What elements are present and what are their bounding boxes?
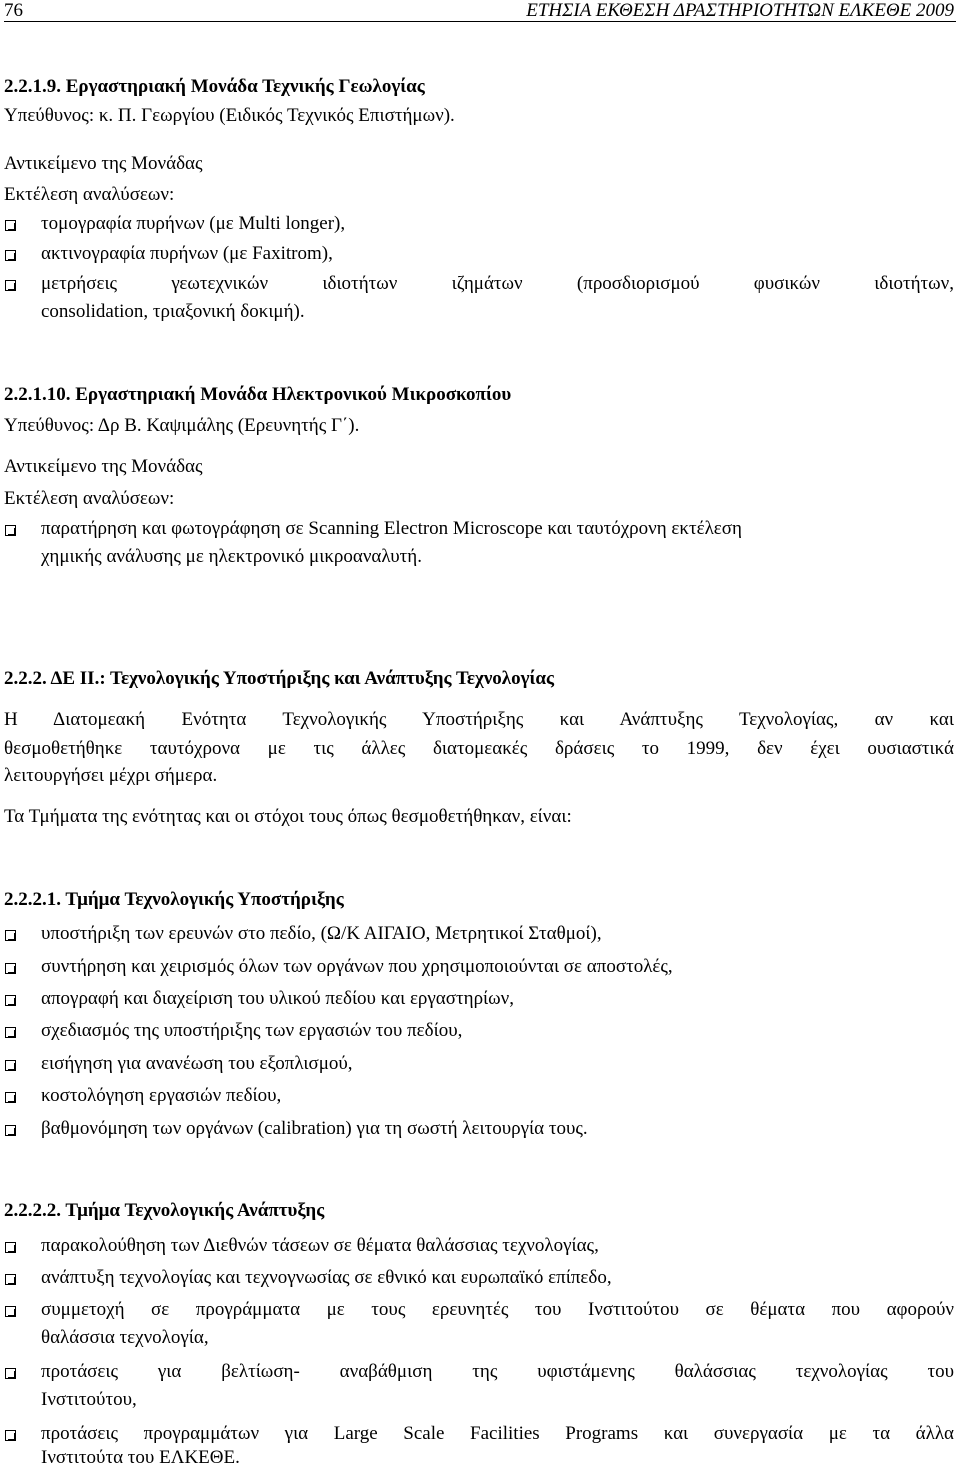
- list-item-continuation: Ινστιτούτου,: [41, 1389, 137, 1410]
- list-item: υποστήριξη των ερευνών στο πεδίο, (Ω/Κ ΑΙΓΑΙΟ, Μετρητικοί Σταθμοί),: [41, 923, 602, 944]
- section-heading-de2: 2.2.2. ΔΕ ΙΙ.: Τεχνολογικής Υποστήριξης και Ανάπτυξης Τεχνολογίας: [4, 668, 555, 689]
- checkbox-bullet-icon: [5, 280, 16, 291]
- list-item: ανάπτυξη τεχνολογίας και τεχνογνωσίας σε εθνικό και ευρωπαϊκό επίπεδο,: [41, 1267, 612, 1288]
- checkbox-bullet-icon: [5, 250, 16, 261]
- object-title-microscope: Αντικείμενο της Μονάδας: [4, 456, 203, 477]
- header-rule: [4, 21, 956, 22]
- running-title: ΕΤΗΣΙΑ ΕΚΘΕΣΗ ΔΡΑΣΤΗΡΙΟΤΗΤΩΝ ΕΛΚΕΘΕ 2009: [526, 0, 954, 21]
- responsible-microscope: Υπεύθυνος: Δρ Β. Καψιμάλης (Ερευνητής Γ΄).: [4, 415, 360, 436]
- checkbox-bullet-icon: [5, 930, 16, 941]
- checkbox-bullet-icon: [5, 1274, 16, 1285]
- object-title-geology: Αντικείμενο της Μονάδας: [4, 153, 203, 174]
- list-item: παρακολούθηση των Διεθνών τάσεων σε θέματα θαλάσσιας τεχνολογίας,: [41, 1235, 599, 1256]
- list-item: απογραφή και διαχείριση του υλικού πεδίου και εργαστηρίων,: [41, 988, 515, 1009]
- checkbox-bullet-icon: [5, 963, 16, 974]
- checkbox-bullet-icon: [5, 1092, 16, 1103]
- checkbox-bullet-icon: [5, 1242, 16, 1253]
- analyses-label-geology: Εκτέλεση αναλύσεων:: [4, 184, 175, 205]
- list-item: βαθμονόμηση των οργάνων (calibration) για τη σωστή λειτουργία τους.: [41, 1118, 588, 1139]
- list-item: παρατήρηση και φωτογράφηση σε Scanning Electron Microscope και ταυτόχρονη εκτέλεση: [41, 518, 742, 539]
- section-heading-microscope: 2.2.1.10. Εργαστηριακή Μονάδα Ηλεκτρονικού Μικροσκοπίου: [4, 384, 512, 405]
- section-heading-support: 2.2.2.1. Τμήμα Τεχνολογικής Υποστήριξης: [4, 889, 344, 910]
- checkbox-bullet-icon: [5, 525, 16, 536]
- checkbox-bullet-icon: [5, 1430, 16, 1441]
- list-item-continuation: χημικής ανάλυσης με ηλεκτρονικό μικροαναλυτή.: [41, 546, 422, 567]
- list-item-continuation: Ινστιτούτα του ΕΛΚΕΘΕ.: [41, 1447, 240, 1468]
- checkbox-bullet-icon: [5, 1368, 16, 1379]
- list-item-continuation: consolidation, τριαξονική δοκιμή).: [41, 301, 305, 322]
- list-item: σχεδιασμός της υποστήριξης των εργασιών του πεδίου,: [41, 1020, 463, 1041]
- paragraph-line: θεσμοθετήθηκε ταυτόχρονα με τις άλλες διατομεακές δράσεις το 1999, δεν έχει ουσιαστικά: [4, 738, 954, 759]
- list-item: τομογραφία πυρήνων (με Multi longer),: [41, 213, 346, 234]
- page-header: [4, 0, 954, 22]
- checkbox-bullet-icon: [5, 995, 16, 1006]
- list-item: προτάσεις για βελτίωση- αναβάθμιση της υφιστάμενης θαλάσσιας τεχνολογίας του: [41, 1361, 954, 1382]
- list-item: μετρήσεις γεωτεχνικών ιδιοτήτων ιζημάτων (προσδιορισμού φυσικών ιδιοτήτων,: [41, 273, 954, 294]
- checkbox-bullet-icon: [5, 1027, 16, 1038]
- list-item: συμμετοχή σε προγράμματα με τους ερευνητές του Ινστιτούτου σε θέματα που αφορούν: [41, 1299, 954, 1320]
- list-item: συντήρηση και χειρισμός όλων των οργάνων που χρησιμοποιούνται σε αποστολές,: [41, 956, 673, 977]
- checkbox-bullet-icon: [5, 1306, 16, 1317]
- checkbox-bullet-icon: [5, 1125, 16, 1136]
- list-item: κοστολόγηση εργασιών πεδίου,: [41, 1085, 282, 1106]
- page-number: 76: [4, 0, 23, 21]
- checkbox-bullet-icon: [5, 1060, 16, 1071]
- list-item: εισήγηση για ανανέωση του εξοπλισμού,: [41, 1053, 353, 1074]
- list-item: προτάσεις προγραμμάτων για Large Scale Facilities Programs και συνεργασία με τα άλλα: [41, 1423, 954, 1444]
- departments-intro: Τα Τμήματα της ενότητας και οι στόχοι τους όπως θεσμοθετήθηκαν, είναι:: [4, 806, 572, 827]
- paragraph-line: Η Διατομεακή Ενότητα Τεχνολογικής Υποστήριξης και Ανάπτυξης Τεχνολογίας, αν και: [4, 709, 954, 730]
- section-heading-geology: 2.2.1.9. Εργαστηριακή Μονάδα Τεχνικής Γεωλογίας: [4, 76, 425, 97]
- checkbox-bullet-icon: [5, 220, 16, 231]
- paragraph-line: λειτουργήσει μέχρι σήμερα.: [4, 765, 218, 786]
- list-item-continuation: θαλάσσια τεχνολογία,: [41, 1327, 209, 1348]
- analyses-label-microscope: Εκτέλεση αναλύσεων:: [4, 488, 175, 509]
- section-heading-development: 2.2.2.2. Τμήμα Τεχνολογικής Ανάπτυξης: [4, 1200, 325, 1221]
- list-item: ακτινογραφία πυρήνων (με Faxitrom),: [41, 243, 333, 264]
- responsible-geology: Υπεύθυνος: κ. Π. Γεωργίου (Ειδικός Τεχνικός Επιστήμων).: [4, 105, 455, 126]
